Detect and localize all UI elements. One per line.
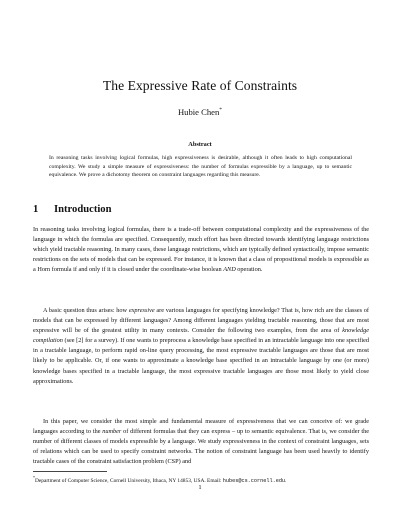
section-number: 1 bbox=[33, 204, 39, 215]
author-line bbox=[0, 107, 400, 117]
paragraph-2-text-c: (see [2] for a survey). If one wants to preprocess a knowledge base specified in an intractable language into one specified in a tractable language, to perform rapid on-line query processing, the most expressive tractable languages are those that are most likely to be applicable. Or, if one wants to approximate a knowledge base specified in an intractable language by one (or more) knowledge bases specified in a tractable language, the most expressive tractable languages are those most likely to yield close approximations. bbox=[33, 337, 369, 385]
abstract-heading: Abstract bbox=[188, 141, 212, 148]
paragraph-3-text-a: In this paper, we consider the most simple and fundamental measure of expressiveness that we can conceive of: we grade languages according to the bbox=[33, 418, 369, 436]
author-footnote-mark: * bbox=[219, 107, 223, 114]
section-title: Introduction bbox=[54, 204, 112, 215]
footnote-email: hubes@cs.cornell.edu bbox=[222, 477, 286, 484]
paragraph-3-text-b: of different formulas that they can express – up to semantic equivalence. That is, we consider the number of different classes of models expressible by a language. We study expressiveness in the context of constraint languages, sets of relations which can be used to specify constraint networks. The notion of constraint language has been used heavily to identify tractable cases of the constraint satisfaction problem (CSP) and bbox=[33, 428, 369, 466]
footnote-end: . bbox=[285, 477, 287, 484]
footnote-rule bbox=[33, 471, 107, 472]
paragraph-2-text-a: A basic question thus arises: how bbox=[43, 307, 129, 314]
paragraph-1-end: operation. bbox=[235, 266, 263, 274]
paragraph-3-emphasis: number bbox=[102, 428, 122, 436]
paper-title: The Expressive Rate of Constraints bbox=[102, 78, 298, 93]
footnote-text: Department of Computer Science, Cornell University, Ithaca, NY 14853, USA. Email: bbox=[35, 477, 223, 484]
footnote-mark: * bbox=[33, 475, 35, 480]
paragraph-1 bbox=[33, 225, 369, 275]
paragraph-3 bbox=[33, 417, 369, 467]
author-name: Hubie Chen bbox=[177, 107, 220, 117]
page-number: 1 bbox=[198, 484, 202, 491]
paragraph-2-emphasis-1: expressive bbox=[128, 307, 155, 314]
paragraph-1-emphasis: AND bbox=[223, 266, 236, 274]
abstract-text: In reasoning tasks involving logical formulas, high expressiveness is desirable, although it often leads to high computational complexity. We study a simple measure of expressiveness: the number of formulas expressible by a language, up to semantic equivalence. We prove a dichotomy theorem on constraint languages regarding this measure. bbox=[49, 155, 352, 179]
section-heading bbox=[33, 204, 112, 215]
paragraph-2-emphasis-2: knowledge compilation bbox=[33, 327, 369, 345]
paragraph-1-text: In reasoning tasks involving logical formulas, there is a trade-off between computational complexity and the expressiveness of the language in which the formulas are specified. Consequently, much effort has been directed towards identifying language restrictions which yield tractable reasoning. In many cases, these language restrictions, which are typically defined syntactically, impose semantic restrictions on the sets of models that can be expressed. For instance, it is known that a class of propositional models is expressible as a Horn formula if and only if it is closed under the coordinate-wise boolean bbox=[33, 226, 369, 274]
paragraph-2 bbox=[33, 306, 369, 387]
paragraph-2-text-b: are various languages for specifying knowledge? That is, how rich are the classes of models that can be expressed by different languages? Among different languages yielding tractable reasoning, those that are most expressive will be of the greatest utility in many contexts. Consider the following two examples, from the area of bbox=[33, 307, 369, 335]
